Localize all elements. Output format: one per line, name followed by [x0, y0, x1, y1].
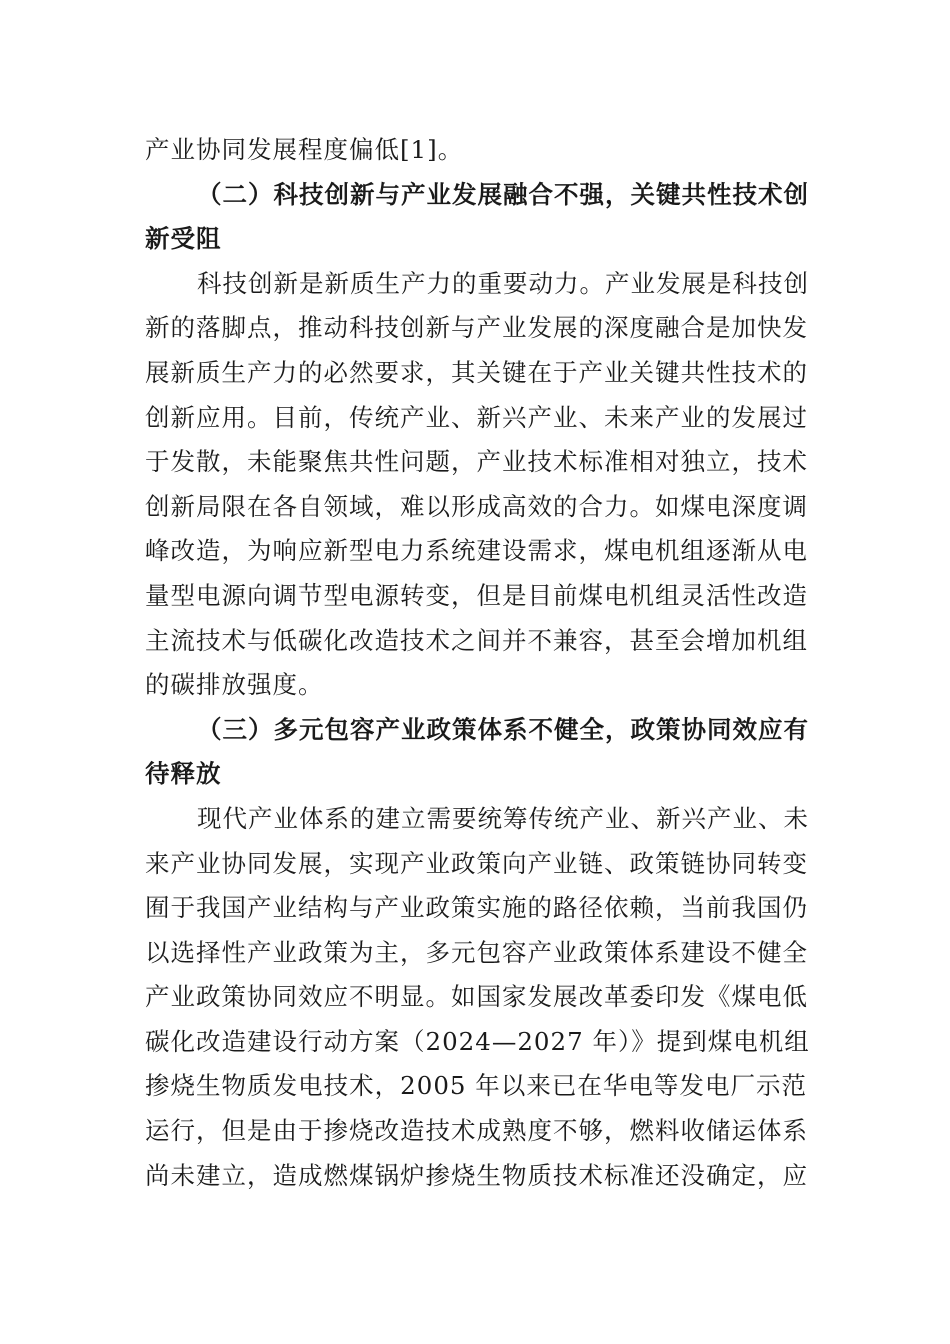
text-line: 峰改造，为响应新型电力系统建设需求，煤电机组逐渐从电: [145, 536, 808, 566]
text-line: 以选择性产业政策为主，多元包容产业政策体系建设不健全: [145, 937, 808, 967]
text-line: 创新应用。目前，传统产业、新兴产业、未来产业的发展过: [145, 402, 808, 432]
paragraph-tech-innovation: [145, 262, 807, 708]
heading-line: （二）科技创新与产业发展融合不强，关键共性技术创: [197, 179, 809, 209]
text-line: 科技创新是新质生产力的重要动力。产业发展是科技创: [197, 268, 809, 298]
text-line: 创新局限在各自领域，难以形成高效的合力。如煤电深度调: [145, 491, 808, 521]
text-line: 囿于我国产业结构与产业政策实施的路径依赖，当前我国仍: [145, 893, 808, 923]
text-line: 的碳排放强度。: [145, 670, 324, 700]
heading-line: （三）多元包容产业政策体系不健全，政策协同效应有: [197, 714, 809, 744]
text-line: 量型电源向调节型电源转变，但是目前煤电机组灵活性改造: [145, 580, 808, 610]
section-heading-3: [145, 708, 807, 797]
heading-line: 新受阻: [145, 224, 222, 254]
paragraph-continuation: [145, 128, 807, 173]
text-line: 主流技术与低碳化改造技术之间并不兼容，甚至会增加机组: [145, 625, 808, 655]
text-line: 产业协同发展程度偏低[1]。: [145, 135, 464, 164]
text-line: 新的落脚点，推动科技创新与产业发展的深度融合是加快发: [145, 313, 808, 343]
heading-line: 待释放: [145, 759, 222, 789]
text-line: 尚未建立，造成燃煤锅炉掺烧生物质技术标准还没确定，应: [145, 1160, 808, 1190]
text-line: 于发散，未能聚焦共性问题，产业技术标准相对独立，技术: [145, 447, 808, 477]
text-line: 现代产业体系的建立需要统筹传统产业、新兴产业、未: [197, 803, 809, 833]
text-line: 掺烧生物质发电技术，2005 年以来已在华电等发电厂示范: [145, 1071, 807, 1101]
text-line: 碳化改造建设行动方案（2024—2027 年）》提到煤电机组: [145, 1026, 810, 1056]
paragraph-industrial-policy: [145, 797, 810, 1198]
text-line: 产业政策协同效应不明显。如国家发展改革委印发《煤电低: [145, 982, 808, 1012]
text-line: 运行，但是由于掺烧改造技术成熟度不够，燃料收储运体系: [145, 1116, 808, 1146]
section-heading-2: [145, 173, 807, 262]
text-line: 展新质生产力的必然要求，其关键在于产业关键共性技术的: [145, 357, 808, 387]
document-body: [145, 128, 810, 1198]
text-line: 来产业协同发展，实现产业政策向产业链、政策链协同转变: [145, 848, 808, 878]
